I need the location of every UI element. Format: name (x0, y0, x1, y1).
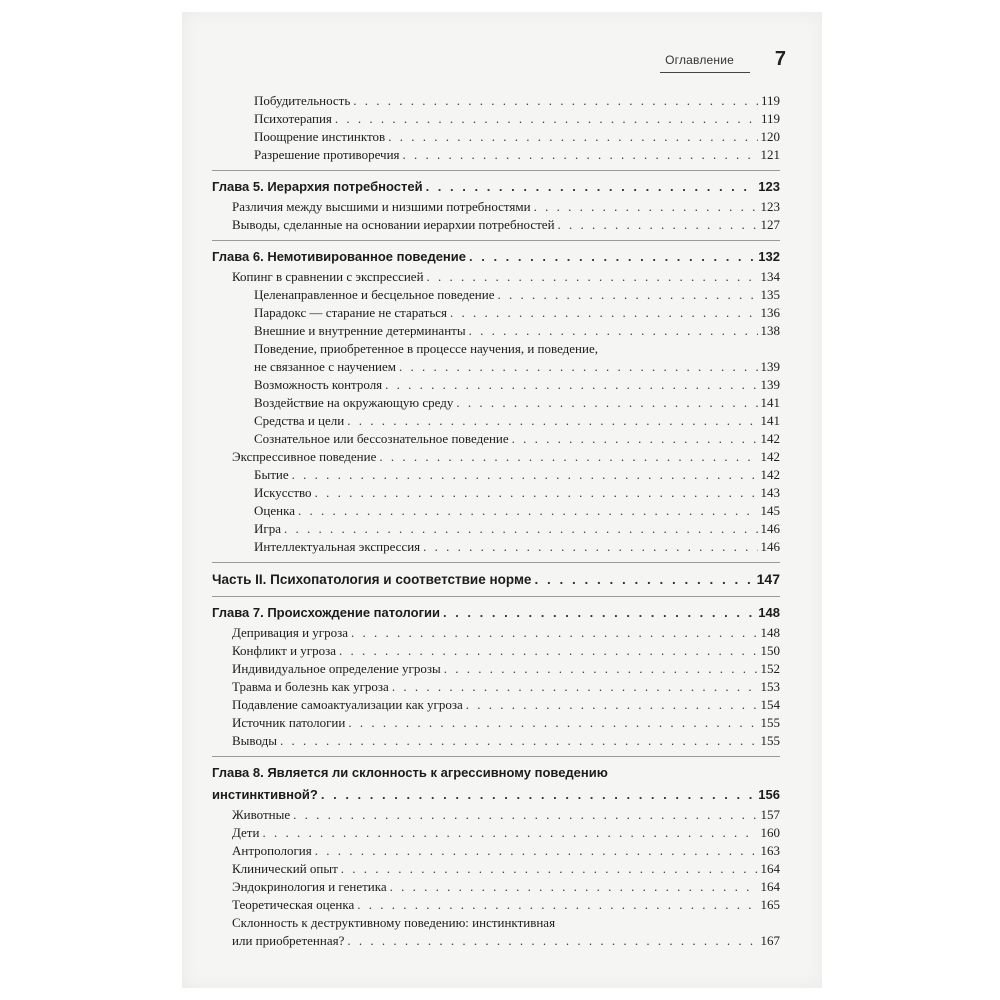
dot-leader (399, 358, 758, 376)
toc-entry-first-line[interactable]: Склонность к деструктивному поведению: инстинктивная (232, 915, 556, 930)
toc-entry[interactable] (212, 842, 780, 860)
table-of-contents (212, 92, 780, 950)
toc-entry[interactable] (212, 92, 780, 110)
toc-entry-page: 148 (760, 625, 780, 640)
toc-entry-title: или приобретенная? (232, 933, 345, 948)
toc-entry-title: Экспрессивное поведение (232, 449, 377, 464)
toc-entry-title: Источник патологии (232, 715, 346, 730)
section-divider (212, 170, 780, 171)
toc-entry-page: 139 (760, 377, 780, 392)
dot-leader (353, 92, 758, 110)
toc-entry[interactable] (212, 128, 780, 146)
toc-entry-first-line[interactable]: Поведение, приобретенное в процессе научения, и поведение, (254, 341, 598, 356)
toc-entry[interactable] (212, 732, 780, 750)
toc-entry[interactable] (212, 322, 780, 340)
toc-entry[interactable] (212, 806, 780, 824)
toc-entry[interactable] (212, 860, 780, 878)
toc-entry[interactable] (212, 502, 780, 520)
toc-entry[interactable] (212, 484, 780, 502)
chapter-title-first-line[interactable]: Глава 8. Является ли склонность к агрессивному поведению (212, 765, 608, 780)
toc-entry-page: 146 (760, 539, 780, 554)
toc-entry-page: 155 (760, 733, 780, 748)
chapter-title: Глава 5. Иерархия потребностей (212, 179, 423, 194)
toc-entry[interactable] (212, 824, 780, 842)
dot-leader (339, 642, 757, 660)
header-rule (660, 72, 750, 73)
toc-entry-page: 160 (760, 825, 780, 840)
toc-entry-page: 119 (760, 111, 780, 126)
toc-entry[interactable] (212, 696, 780, 714)
toc-entry[interactable] (212, 394, 780, 412)
toc-chapter-8[interactable] (212, 784, 780, 806)
toc-entry[interactable] (212, 376, 780, 394)
toc-entry-page: 145 (760, 503, 780, 518)
toc-entry-page: 164 (760, 861, 780, 876)
dot-leader (262, 824, 757, 842)
dot-leader (347, 932, 757, 950)
dot-leader (512, 430, 758, 448)
toc-entry-page: 136 (760, 305, 780, 320)
toc-entry-title: Клинический опыт (232, 861, 338, 876)
dot-leader (444, 660, 758, 678)
toc-entry-page: 152 (760, 661, 780, 676)
toc-entry[interactable] (212, 896, 780, 914)
dot-leader (403, 146, 758, 164)
chapter-page: 132 (758, 249, 780, 264)
toc-entry[interactable] (212, 538, 780, 556)
toc-entry[interactable] (212, 358, 780, 376)
toc-entry-title: Травма и болезнь как угроза (232, 679, 389, 694)
dot-leader (388, 128, 757, 146)
toc-entry-page: 163 (760, 843, 780, 858)
toc-entry-title: Психотерапия (254, 111, 332, 126)
toc-entry-title: Выводы, сделанные на основании иерархии потребностей (232, 217, 555, 232)
toc-entry-title: Индивидуальное определение угрозы (232, 661, 441, 676)
toc-entry-page: 153 (760, 679, 780, 694)
toc-entry-title: Эндокринология и генетика (232, 879, 387, 894)
toc-entry-page: 167 (760, 933, 780, 948)
toc-entry-page: 146 (760, 521, 780, 536)
toc-entry-title: Поощрение инстинктов (254, 129, 386, 144)
toc-entry[interactable] (212, 624, 780, 642)
toc-entry-title: Парадокс — старание не стараться (254, 305, 448, 320)
dot-leader (298, 502, 758, 520)
chapter-title: Глава 6. Немотивированное поведение (212, 249, 466, 264)
toc-entry-page: 164 (760, 879, 780, 894)
toc-entry-page: 120 (760, 129, 780, 144)
toc-entry-title: Интеллектуальная экспрессия (254, 539, 421, 554)
toc-entry-title: Сознательное или бессознательное поведение (254, 431, 509, 446)
toc-entry-page: 138 (760, 323, 780, 338)
toc-entry-page: 155 (760, 715, 780, 730)
toc-entry[interactable] (212, 520, 780, 538)
toc-entry[interactable] (212, 878, 780, 896)
dot-leader (534, 198, 758, 216)
toc-entry-title: Целенаправленное и бесцельное поведение (254, 287, 495, 302)
dot-leader (348, 714, 757, 732)
dot-leader (498, 286, 758, 304)
toc-entry[interactable] (212, 714, 780, 732)
toc-entry-page: 143 (760, 485, 780, 500)
part-title: Часть II. Психопатология и соответствие норме (212, 572, 532, 587)
toc-entry-title: Подавление самоактуализации как угроза (232, 697, 463, 712)
dot-leader (292, 466, 758, 484)
running-header-title: Оглавление (665, 53, 734, 67)
toc-entry-title: Бытие (254, 467, 289, 482)
dot-leader (469, 246, 755, 268)
toc-part-2[interactable] (212, 568, 780, 590)
toc-entry-page: 121 (760, 147, 780, 162)
chapter-page: 156 (758, 787, 780, 802)
toc-entry[interactable] (212, 198, 780, 216)
toc-entry-page: 141 (760, 395, 780, 410)
dot-leader (284, 520, 758, 538)
dot-leader (466, 696, 758, 714)
dot-leader (379, 448, 757, 466)
toc-entry-page: 154 (760, 697, 780, 712)
toc-entry[interactable] (212, 110, 780, 128)
toc-entry[interactable] (212, 286, 780, 304)
toc-entry[interactable] (212, 216, 780, 234)
dot-leader (427, 268, 758, 286)
toc-entry-title: Средства и цели (254, 413, 345, 428)
chapter-title: инстинктивной? (212, 787, 318, 802)
toc-entry-title: не связанное с научением (254, 359, 396, 374)
toc-entry-page: 157 (760, 807, 780, 822)
toc-chapter-5[interactable] (212, 176, 780, 198)
toc-entry-title: Побудительность (254, 93, 351, 108)
toc-entry[interactable] (212, 660, 780, 678)
chapter-page: 148 (758, 605, 780, 620)
toc-entry[interactable] (212, 466, 780, 484)
toc-entry-title: Оценка (254, 503, 295, 518)
toc-entry-page: 135 (760, 287, 780, 302)
toc-entry-page: 134 (760, 269, 780, 284)
toc-entry-title: Антропология (232, 843, 312, 858)
dot-leader (426, 176, 756, 198)
toc-entry-page: 165 (760, 897, 780, 912)
chapter-title: Глава 7. Происхождение патологии (212, 605, 440, 620)
toc-entry-title: Внешние и внутренние детерминанты (254, 323, 466, 338)
dot-leader (351, 624, 757, 642)
toc-entry-title: Искусство (254, 485, 312, 500)
page-header (212, 48, 786, 74)
toc-entry-title: Конфликт и угроза (232, 643, 337, 658)
toc-entry[interactable] (212, 412, 780, 430)
dot-leader (335, 110, 758, 128)
toc-entry[interactable] (212, 642, 780, 660)
toc-entry-title: Депривация и угроза (232, 625, 349, 640)
toc-entry-page: 127 (760, 217, 780, 232)
toc-entry-page: 119 (760, 93, 780, 108)
dot-leader (385, 376, 757, 394)
dot-leader (347, 412, 757, 430)
toc-entry[interactable] (212, 430, 780, 448)
chapter-page: 123 (758, 179, 780, 194)
dot-leader (456, 394, 757, 412)
dot-leader (315, 484, 758, 502)
dot-leader (321, 784, 755, 806)
dot-leader (392, 678, 758, 696)
toc-entry-title: Различия между высшими и низшими потребностями (232, 199, 531, 214)
dot-leader (341, 860, 758, 878)
toc-entry-title: Теоретическая оценка (232, 897, 355, 912)
toc-entry-page: 142 (760, 467, 780, 482)
dot-leader (315, 842, 758, 860)
dot-leader (423, 538, 757, 556)
dot-leader (390, 878, 758, 896)
section-divider (212, 756, 780, 757)
toc-entry-title: Возможность контроля (254, 377, 383, 392)
toc-entry-title: Разрешение противоречия (254, 147, 400, 162)
toc-entry[interactable] (212, 932, 780, 950)
dot-leader (450, 304, 757, 322)
section-divider (212, 596, 780, 597)
toc-entry-page: 150 (760, 643, 780, 658)
toc-entry[interactable] (212, 304, 780, 322)
toc-entry[interactable] (212, 146, 780, 164)
dot-leader (280, 732, 758, 750)
section-divider (212, 562, 780, 563)
toc-entry-title: Воздействие на окружающую среду (254, 395, 454, 410)
toc-entry-title: Дети (232, 825, 260, 840)
part-page: 147 (756, 571, 780, 587)
toc-entry-page: 142 (760, 431, 780, 446)
page-number: 7 (774, 48, 786, 70)
toc-entry[interactable] (212, 448, 780, 466)
toc-entry-page: 139 (760, 359, 780, 374)
toc-chapter-7[interactable] (212, 602, 780, 624)
dot-leader (469, 322, 758, 340)
dot-leader (357, 896, 757, 914)
toc-entry-title: Выводы (232, 733, 277, 748)
section-divider (212, 240, 780, 241)
dot-leader (558, 216, 758, 234)
toc-entry-title: Копинг в сравнении с экспрессией (232, 269, 424, 284)
toc-entry-page: 123 (760, 199, 780, 214)
toc-entry-page: 141 (760, 413, 780, 428)
toc-entry-title: Игра (254, 521, 281, 536)
dot-leader (534, 569, 753, 591)
dot-leader (443, 602, 755, 624)
toc-entry-title: Животные (232, 807, 291, 822)
toc-chapter-6[interactable] (212, 246, 780, 268)
toc-entry[interactable] (212, 268, 780, 286)
toc-entry-page: 142 (760, 449, 780, 464)
dot-leader (293, 806, 757, 824)
toc-entry[interactable] (212, 678, 780, 696)
